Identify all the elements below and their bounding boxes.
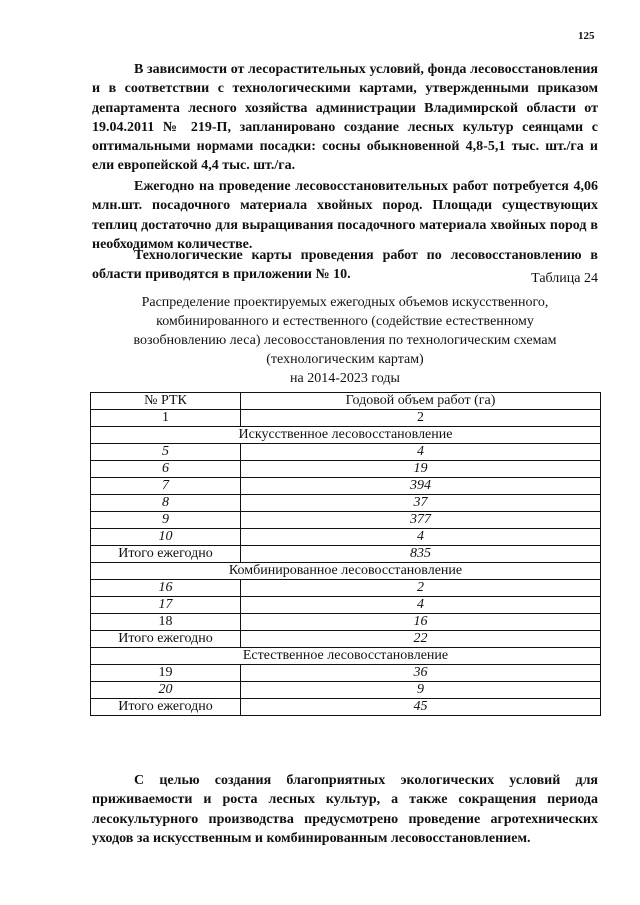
caption-line: на 2014-2023 годы <box>290 371 400 386</box>
table-row <box>91 478 601 495</box>
total-label: Итого ежегодно <box>91 699 241 716</box>
caption-line: (технологическим картам) <box>266 352 424 367</box>
table-row <box>91 580 601 597</box>
header-cell: Годовой объем работ (га) <box>241 393 601 410</box>
table-row <box>91 461 601 478</box>
section-title: Комбинированное лесовосстановление <box>91 563 601 580</box>
rtk-cell: 8 <box>91 495 241 512</box>
index-cell: 2 <box>241 410 601 427</box>
table-row <box>91 512 601 529</box>
header-cell: № РТК <box>91 393 241 410</box>
total-label: Итого ежегодно <box>91 546 241 563</box>
section-row <box>91 648 601 665</box>
paragraph-tech-maps: Технологические карты проведения работ по лесовосстановлению в области приводятся в приложении № 10. <box>92 248 598 283</box>
volume-cell: 37 <box>241 495 601 512</box>
section-row <box>91 427 601 444</box>
total-value: 45 <box>241 699 601 716</box>
volume-cell: 377 <box>241 512 601 529</box>
table-row <box>91 444 601 461</box>
reforestation-table <box>90 392 601 716</box>
paragraph-seedling-demand: Ежегодно на проведение лесовосстановительных работ потребуется 4,06 млн.шт. посадочного материала хвойных пород. Площади существующих теплиц достаточно для выращивания посадочного материала хвойных пород в необходимом количестве. <box>92 179 598 252</box>
volume-cell: 4 <box>241 444 601 461</box>
table-row <box>91 495 601 512</box>
volume-cell: 4 <box>241 597 601 614</box>
rtk-cell: 16 <box>91 580 241 597</box>
volume-cell: 2 <box>241 580 601 597</box>
rtk-cell: 20 <box>91 682 241 699</box>
volume-cell: 16 <box>241 614 601 631</box>
total-value: 835 <box>241 546 601 563</box>
table-row <box>91 614 601 631</box>
index-cell: 1 <box>91 410 241 427</box>
paragraph-planting-norms: В зависимости от лесорастительных условий, фонда лесовосстановления и в соответствии с технологическими картами, утвержденными приказом департамента лесного хозяйства администрации Владимирской области от 19.04.2011 № 219-П, запланировано создание лесных культур сеянцами с оптимальными нормами посадки: сосны обыкновенной 4,8-5,1 тыс. шт./га и ели европейской 4,4 тыс. шт./га. <box>92 62 598 174</box>
table-row <box>91 665 601 682</box>
caption-line: Распределение проектируемых ежегодных объемов искусственного, <box>141 295 549 310</box>
total-row <box>91 546 601 563</box>
paragraph-agrotechnical-care: С целью создания благоприятных экологических условий для приживаемости и роста лесных культур, а также сокращения периода лесокультурного производства предусмотрено проведение агротехнических уходов за искусственным и комбинированным лесовосстановлением. <box>92 773 598 846</box>
caption-line: возобновлению леса) лесовосстановления по технологическим схемам <box>133 333 557 348</box>
total-value: 22 <box>241 631 601 648</box>
section-row <box>91 563 601 580</box>
table-row <box>91 597 601 614</box>
table-row <box>91 529 601 546</box>
rtk-cell: 6 <box>91 461 241 478</box>
rtk-cell: 18 <box>91 614 241 631</box>
table-index-row <box>91 410 601 427</box>
rtk-cell: 10 <box>91 529 241 546</box>
rtk-cell: 5 <box>91 444 241 461</box>
rtk-cell: 19 <box>91 665 241 682</box>
total-row <box>91 631 601 648</box>
volume-cell: 36 <box>241 665 601 682</box>
caption-line: комбинированного и естественного (содействие естественному <box>156 314 534 329</box>
table-header-row <box>91 393 601 410</box>
table-label: Таблица 24 <box>531 271 598 286</box>
volume-cell: 9 <box>241 682 601 699</box>
total-row <box>91 699 601 716</box>
volume-cell: 19 <box>241 461 601 478</box>
total-label: Итого ежегодно <box>91 631 241 648</box>
section-title: Естественное лесовосстановление <box>91 648 601 665</box>
table-row <box>91 682 601 699</box>
volume-cell: 4 <box>241 529 601 546</box>
rtk-cell: 9 <box>91 512 241 529</box>
page-number: 125 <box>578 30 595 42</box>
volume-cell: 394 <box>241 478 601 495</box>
rtk-cell: 17 <box>91 597 241 614</box>
rtk-cell: 7 <box>91 478 241 495</box>
section-title: Искусственное лесовосстановление <box>91 427 601 444</box>
table-caption <box>92 293 598 388</box>
